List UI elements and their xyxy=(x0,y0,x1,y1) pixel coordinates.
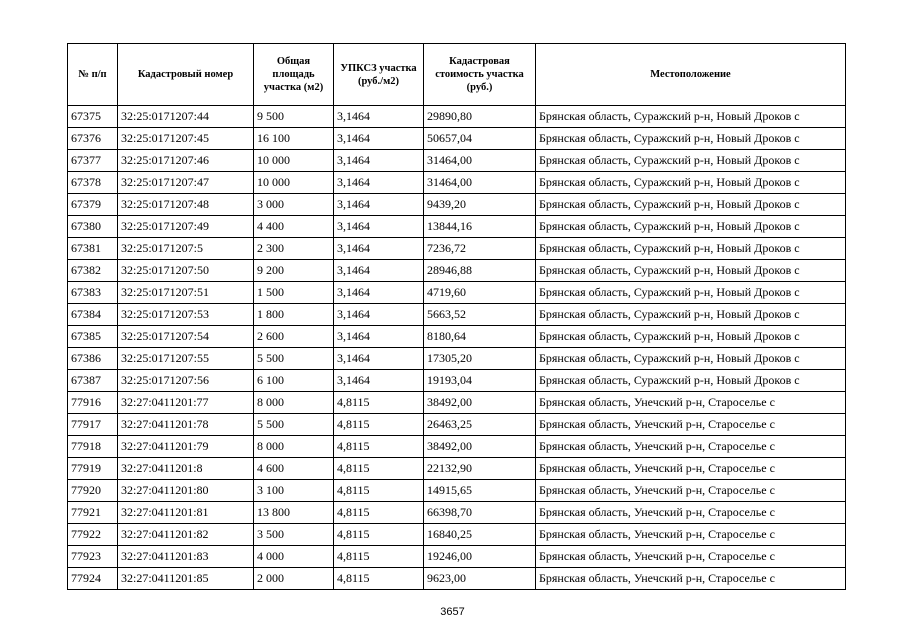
cell-cadastral-cost: 19193,04 xyxy=(424,370,536,392)
cell-num: 67381 xyxy=(68,238,118,260)
header-num: № п/п xyxy=(68,44,118,106)
cell-cadastral-number: 32:25:0171207:44 xyxy=(118,106,254,128)
cell-cadastral-cost: 31464,00 xyxy=(424,150,536,172)
cell-cadastral-number: 32:27:0411201:8 xyxy=(118,458,254,480)
cell-area: 10 000 xyxy=(254,172,334,194)
cell-area: 2 600 xyxy=(254,326,334,348)
cell-upksz: 3,1464 xyxy=(334,260,424,282)
cell-num: 67377 xyxy=(68,150,118,172)
cell-area: 4 600 xyxy=(254,458,334,480)
cell-num: 67386 xyxy=(68,348,118,370)
cell-cadastral-number: 32:25:0171207:47 xyxy=(118,172,254,194)
cell-cadastral-number: 32:25:0171207:5 xyxy=(118,238,254,260)
cell-area: 6 100 xyxy=(254,370,334,392)
cell-cadastral-cost: 31464,00 xyxy=(424,172,536,194)
cell-cadastral-number: 32:27:0411201:80 xyxy=(118,480,254,502)
cell-cadastral-cost: 9623,00 xyxy=(424,568,536,590)
cell-area: 5 500 xyxy=(254,414,334,436)
cell-upksz: 4,8115 xyxy=(334,414,424,436)
header-cadastral-number: Кадастровый номер xyxy=(118,44,254,106)
cell-location: Брянская область, Суражский р-н, Новый Дроков с xyxy=(536,194,846,216)
cell-cadastral-cost: 26463,25 xyxy=(424,414,536,436)
cell-upksz: 4,8115 xyxy=(334,524,424,546)
table-row xyxy=(68,106,846,128)
table-row xyxy=(68,348,846,370)
cell-cadastral-number: 32:27:0411201:77 xyxy=(118,392,254,414)
cell-cadastral-cost: 14915,65 xyxy=(424,480,536,502)
cell-location: Брянская область, Суражский р-н, Новый Дроков с xyxy=(536,348,846,370)
cell-area: 9 500 xyxy=(254,106,334,128)
cell-area: 2 000 xyxy=(254,568,334,590)
cell-num: 67384 xyxy=(68,304,118,326)
cell-location: Брянская область, Суражский р-н, Новый Дроков с xyxy=(536,106,846,128)
table-row xyxy=(68,370,846,392)
cell-cadastral-number: 32:27:0411201:79 xyxy=(118,436,254,458)
cell-location: Брянская область, Суражский р-н, Новый Дроков с xyxy=(536,150,846,172)
cell-location: Брянская область, Суражский р-н, Новый Дроков с xyxy=(536,216,846,238)
cell-num: 77920 xyxy=(68,480,118,502)
cell-num: 67376 xyxy=(68,128,118,150)
cell-upksz: 3,1464 xyxy=(334,282,424,304)
table-row xyxy=(68,392,846,414)
cell-cadastral-cost: 29890,80 xyxy=(424,106,536,128)
table-row xyxy=(68,216,846,238)
cell-num: 77924 xyxy=(68,568,118,590)
cell-cadastral-number: 32:27:0411201:82 xyxy=(118,524,254,546)
cell-cadastral-number: 32:27:0411201:81 xyxy=(118,502,254,524)
cell-location: Брянская область, Унечский р-н, Староселье с xyxy=(536,546,846,568)
cell-cadastral-number: 32:25:0171207:51 xyxy=(118,282,254,304)
cell-area: 4 000 xyxy=(254,546,334,568)
table-row xyxy=(68,480,846,502)
cell-num: 67378 xyxy=(68,172,118,194)
cell-cadastral-number: 32:27:0411201:85 xyxy=(118,568,254,590)
cell-location: Брянская область, Унечский р-н, Староселье с xyxy=(536,480,846,502)
cell-area: 10 000 xyxy=(254,150,334,172)
cell-location: Брянская область, Суражский р-н, Новый Дроков с xyxy=(536,326,846,348)
cell-location: Брянская область, Суражский р-н, Новый Дроков с xyxy=(536,260,846,282)
cell-location: Брянская область, Унечский р-н, Староселье с xyxy=(536,392,846,414)
cell-area: 8 000 xyxy=(254,436,334,458)
cell-upksz: 4,8115 xyxy=(334,502,424,524)
table-row xyxy=(68,282,846,304)
table-row xyxy=(68,304,846,326)
table-row xyxy=(68,414,846,436)
cell-cadastral-cost: 50657,04 xyxy=(424,128,536,150)
cell-num: 67379 xyxy=(68,194,118,216)
table-row xyxy=(68,568,846,590)
table-row xyxy=(68,194,846,216)
table-row xyxy=(68,150,846,172)
cell-area: 3 100 xyxy=(254,480,334,502)
cell-upksz: 3,1464 xyxy=(334,194,424,216)
cell-upksz: 3,1464 xyxy=(334,370,424,392)
cell-location: Брянская область, Унечский р-н, Староселье с xyxy=(536,458,846,480)
cell-upksz: 3,1464 xyxy=(334,304,424,326)
cell-upksz: 4,8115 xyxy=(334,480,424,502)
cell-upksz: 4,8115 xyxy=(334,392,424,414)
table-row xyxy=(68,238,846,260)
cell-num: 77917 xyxy=(68,414,118,436)
cell-area: 4 400 xyxy=(254,216,334,238)
header-cadastral-cost: Кадастровая стоимость участка (руб.) xyxy=(424,44,536,106)
cell-upksz: 3,1464 xyxy=(334,128,424,150)
cell-area: 2 300 xyxy=(254,238,334,260)
cell-upksz: 4,8115 xyxy=(334,546,424,568)
cell-area: 9 200 xyxy=(254,260,334,282)
cell-area: 13 800 xyxy=(254,502,334,524)
cell-area: 1 800 xyxy=(254,304,334,326)
table-body xyxy=(68,106,846,590)
cell-area: 8 000 xyxy=(254,392,334,414)
table-header-row xyxy=(68,44,846,106)
cell-upksz: 3,1464 xyxy=(334,238,424,260)
cell-upksz: 3,1464 xyxy=(334,172,424,194)
cell-upksz: 3,1464 xyxy=(334,348,424,370)
cell-cadastral-cost: 8180,64 xyxy=(424,326,536,348)
cell-location: Брянская область, Суражский р-н, Новый Дроков с xyxy=(536,128,846,150)
cell-cadastral-number: 32:25:0171207:53 xyxy=(118,304,254,326)
cell-num: 77918 xyxy=(68,436,118,458)
cell-cadastral-cost: 17305,20 xyxy=(424,348,536,370)
cell-cadastral-cost: 5663,52 xyxy=(424,304,536,326)
table-row xyxy=(68,128,846,150)
cell-upksz: 3,1464 xyxy=(334,150,424,172)
table-row xyxy=(68,458,846,480)
cell-cadastral-cost: 28946,88 xyxy=(424,260,536,282)
cell-area: 16 100 xyxy=(254,128,334,150)
page-number: 3657 xyxy=(440,606,465,618)
cell-num: 67382 xyxy=(68,260,118,282)
cell-area: 3 000 xyxy=(254,194,334,216)
cell-cadastral-cost: 7236,72 xyxy=(424,238,536,260)
cell-cadastral-number: 32:25:0171207:55 xyxy=(118,348,254,370)
cell-num: 77922 xyxy=(68,524,118,546)
cell-upksz: 3,1464 xyxy=(334,106,424,128)
cell-num: 77919 xyxy=(68,458,118,480)
table-row xyxy=(68,502,846,524)
cell-cadastral-number: 32:25:0171207:49 xyxy=(118,216,254,238)
cell-location: Брянская область, Унечский р-н, Староселье с xyxy=(536,524,846,546)
cadastral-table xyxy=(67,43,846,590)
cell-cadastral-number: 32:25:0171207:56 xyxy=(118,370,254,392)
cell-location: Брянская область, Унечский р-н, Староселье с xyxy=(536,436,846,458)
cell-num: 67387 xyxy=(68,370,118,392)
header-location: Местоположение xyxy=(536,44,846,106)
cell-cadastral-number: 32:25:0171207:50 xyxy=(118,260,254,282)
cell-cadastral-number: 32:25:0171207:48 xyxy=(118,194,254,216)
cell-location: Брянская область, Унечский р-н, Староселье с xyxy=(536,502,846,524)
cell-cadastral-number: 32:25:0171207:45 xyxy=(118,128,254,150)
table-row xyxy=(68,546,846,568)
cell-cadastral-number: 32:27:0411201:78 xyxy=(118,414,254,436)
cell-upksz: 3,1464 xyxy=(334,216,424,238)
cell-location: Брянская область, Унечский р-н, Староселье с xyxy=(536,414,846,436)
cell-num: 77916 xyxy=(68,392,118,414)
cell-upksz: 3,1464 xyxy=(334,326,424,348)
cell-num: 67383 xyxy=(68,282,118,304)
cell-cadastral-cost: 38492,00 xyxy=(424,392,536,414)
cell-location: Брянская область, Суражский р-н, Новый Дроков с xyxy=(536,238,846,260)
cell-cadastral-number: 32:25:0171207:46 xyxy=(118,150,254,172)
header-upksz: УПКСЗ участка (руб./м2) xyxy=(334,44,424,106)
header-area: Общая площадь участка (м2) xyxy=(254,44,334,106)
cell-cadastral-cost: 66398,70 xyxy=(424,502,536,524)
cell-upksz: 4,8115 xyxy=(334,436,424,458)
cell-location: Брянская область, Суражский р-н, Новый Дроков с xyxy=(536,282,846,304)
cell-num: 77921 xyxy=(68,502,118,524)
table-row xyxy=(68,436,846,458)
cell-cadastral-cost: 19246,00 xyxy=(424,546,536,568)
cell-num: 67380 xyxy=(68,216,118,238)
cell-num: 67375 xyxy=(68,106,118,128)
cell-num: 77923 xyxy=(68,546,118,568)
cell-area: 3 500 xyxy=(254,524,334,546)
cell-cadastral-number: 32:25:0171207:54 xyxy=(118,326,254,348)
table-row xyxy=(68,326,846,348)
cell-area: 1 500 xyxy=(254,282,334,304)
table-row xyxy=(68,524,846,546)
cell-location: Брянская область, Унечский р-н, Староселье с xyxy=(536,568,846,590)
cell-location: Брянская область, Суражский р-н, Новый Дроков с xyxy=(536,304,846,326)
cell-cadastral-cost: 22132,90 xyxy=(424,458,536,480)
cell-cadastral-cost: 4719,60 xyxy=(424,282,536,304)
table-row xyxy=(68,260,846,282)
cell-location: Брянская область, Суражский р-н, Новый Дроков с xyxy=(536,370,846,392)
cell-num: 67385 xyxy=(68,326,118,348)
cell-cadastral-cost: 38492,00 xyxy=(424,436,536,458)
cell-area: 5 500 xyxy=(254,348,334,370)
cell-upksz: 4,8115 xyxy=(334,568,424,590)
cell-cadastral-cost: 9439,20 xyxy=(424,194,536,216)
cell-cadastral-number: 32:27:0411201:83 xyxy=(118,546,254,568)
cell-location: Брянская область, Суражский р-н, Новый Дроков с xyxy=(536,172,846,194)
table-row xyxy=(68,172,846,194)
cell-cadastral-cost: 13844,16 xyxy=(424,216,536,238)
cell-cadastral-cost: 16840,25 xyxy=(424,524,536,546)
cell-upksz: 4,8115 xyxy=(334,458,424,480)
